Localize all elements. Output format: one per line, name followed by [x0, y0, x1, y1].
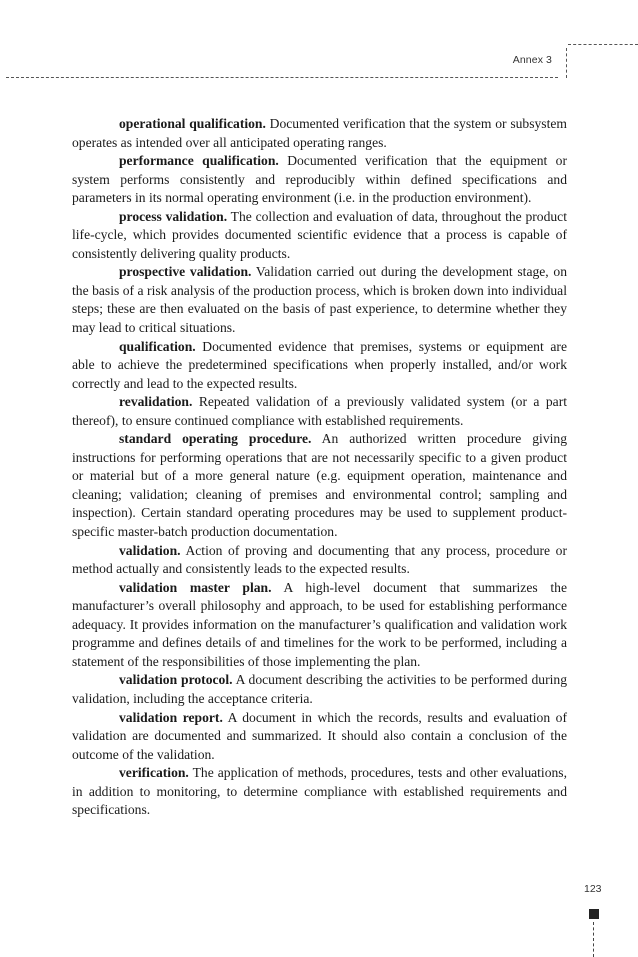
glossary-body: [72, 115, 567, 820]
glossary-term: performance qualification.: [119, 153, 279, 169]
glossary-entry-validation-master-plan: [72, 579, 567, 672]
glossary-entry-standard-operating-procedure: [72, 430, 567, 541]
glossary-definition: A document in which the records, results and evaluation of validation are documented and summarized. It should also contain a conclusion of the outcome of the validation.: [72, 709, 567, 762]
glossary-term: validation master plan.: [119, 579, 272, 595]
glossary-term: operational qualification.: [119, 116, 266, 131]
glossary-definition: Documented verification that the system or subsystem operates as intended over all anticipated operating ranges.: [72, 116, 567, 150]
glossary-term: prospective validation.: [119, 264, 252, 280]
glossary-definition: A document describing the activities to be performed during validation, including the acceptance criteria.: [72, 672, 567, 706]
glossary-definition: Documented verification that the equipment or system performs consistently and reproducibly within defined specifications and parameters in its normal operating environment (i.e. in the production environment).: [72, 153, 567, 206]
glossary-definition: Action of proving and documenting that any process, procedure or method actually and consistently leads to the expected results.: [72, 542, 567, 577]
glossary-entry-performance-qualification: [72, 152, 567, 208]
glossary-term: standard operating procedure.: [119, 431, 312, 447]
glossary-definition: A high-level document that summarizes the manufacturer’s overall philosophy and approach, to be used for establishing performance adequacy. It provides information on the manufacturer’s qualification and validation work programme and defines details of and timelines for the work to be performed, including a statement of the responsibilities of those implementing the plan.: [72, 579, 567, 669]
glossary-definition: Repeated validation of a previously validated system (or a part thereof), to ensure continued compliance with established requirements.: [72, 394, 567, 428]
glossary-entry-prospective-validation: [72, 263, 567, 337]
glossary-term: revalidation.: [119, 394, 193, 410]
glossary-term: validation.: [119, 542, 181, 558]
glossary-entry-revalidation: [72, 393, 567, 430]
glossary-entry-process-validation: [72, 208, 567, 264]
header-dashed-rule: [6, 77, 558, 78]
running-header-annex: Annex 3: [512, 54, 552, 66]
glossary-term: verification.: [119, 765, 189, 781]
glossary-term: validation report.: [119, 709, 223, 725]
glossary-entry-qualification: [72, 338, 567, 394]
glossary-term: validation protocol.: [119, 672, 233, 688]
footer-dashed-rule-vertical: [593, 922, 594, 957]
glossary-entry-validation: [72, 542, 567, 579]
glossary-entry-verification: [72, 764, 567, 820]
glossary-definition: An authorized written procedure giving instructions for performing operations that are not necessarily specific to a given product or material but of a more general nature (e.g. equipment operation, maintenance and cleaning; validation; cleaning of premises and environmental control; sampling and inspection). Certain standard operating procedures may be used to supplement product-specific master-batch production documentation.: [72, 431, 567, 540]
glossary-term: qualification.: [119, 338, 196, 354]
glossary-term: process validation.: [119, 208, 228, 224]
glossary-entry-validation-report: [72, 709, 567, 765]
footer-marker-square: [589, 909, 599, 919]
glossary-definition: Validation carried out during the development stage, on the basis of a risk analysis of the production process, which is broken down into individual steps; these are then evaluated on the basis of past experience, to determine whether they may lead to critical situations.: [72, 264, 567, 336]
page-number: 123: [584, 883, 602, 895]
glossary-definition: The collection and evaluation of data, throughout the product life-cycle, which provides documented scientific evidence that a process is capable of consistently delivering quality products.: [72, 208, 567, 261]
glossary-definition: Documented evidence that premises, systems or equipment are able to achieve the predetermined specifications when properly installed, and/or work correctly and lead to the expected results.: [72, 338, 567, 391]
header-dashed-rule-right: [568, 44, 638, 45]
glossary-entry-validation-protocol: [72, 671, 567, 708]
glossary-entry-operational-qualification: [72, 115, 567, 152]
header-dashed-rule-vertical: [566, 48, 567, 78]
glossary-definition: The application of methods, procedures, tests and other evaluations, in addition to monitoring, to determine compliance with established requirements and specifications.: [72, 765, 567, 818]
